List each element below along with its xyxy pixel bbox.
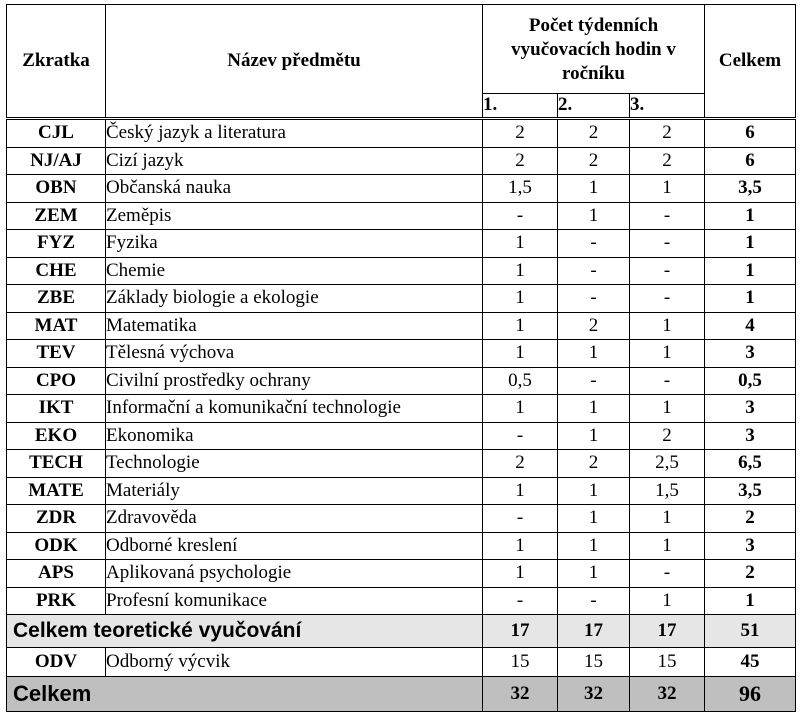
subject-year-3-hours: 1,5 — [630, 477, 705, 505]
subject-year-2-hours: 1 — [558, 202, 630, 230]
subject-abbreviation: MATE — [7, 477, 106, 505]
subject-year-2-hours: 2 — [558, 450, 630, 478]
subject-abbreviation: FYZ — [7, 230, 106, 258]
table-row — [7, 422, 796, 450]
subject-year-1-hours: 1,5 — [483, 175, 558, 203]
theory-total-year-3: 17 — [630, 615, 705, 648]
table-row — [7, 367, 796, 395]
subject-year-3-hours: - — [630, 202, 705, 230]
subject-year-2-hours: - — [558, 257, 630, 285]
subject-year-1-hours: 1 — [483, 312, 558, 340]
training-name: Odborný výcvik — [106, 648, 483, 677]
table-row — [7, 340, 796, 368]
subject-year-2-hours: 1 — [558, 532, 630, 560]
subject-name: Odborné kreslení — [106, 532, 483, 560]
training-year-2: 15 — [558, 648, 630, 677]
subject-year-3-hours: - — [630, 560, 705, 588]
subject-abbreviation: EKO — [7, 422, 106, 450]
subject-year-2-hours: - — [558, 230, 630, 258]
subject-abbreviation: ZBE — [7, 285, 106, 313]
subject-year-3-hours: - — [630, 285, 705, 313]
theory-total-sum: 51 — [705, 615, 796, 648]
subject-total-hours: 1 — [705, 230, 796, 258]
header-weekly-hours: Počet týdenních vyučovacích hodin v ročníku — [483, 5, 705, 94]
subject-year-3-hours: 2 — [630, 147, 705, 175]
subject-name: Chemie — [106, 257, 483, 285]
subject-abbreviation: APS — [7, 560, 106, 588]
subject-year-2-hours: 1 — [558, 477, 630, 505]
table-row — [7, 230, 796, 258]
subject-year-1-hours: 1 — [483, 340, 558, 368]
subject-year-3-hours: 1 — [630, 532, 705, 560]
subject-abbreviation: TECH — [7, 450, 106, 478]
subject-abbreviation: TEV — [7, 340, 106, 368]
subject-year-2-hours: 1 — [558, 175, 630, 203]
subject-year-2-hours: 2 — [558, 312, 630, 340]
subject-abbreviation: OBN — [7, 175, 106, 203]
header-abbreviation: Zkratka — [7, 5, 106, 119]
table-row — [7, 532, 796, 560]
table-row — [7, 285, 796, 313]
table-row — [7, 505, 796, 533]
subject-year-2-hours: 1 — [558, 560, 630, 588]
subject-abbreviation: CHE — [7, 257, 106, 285]
subject-name: Aplikovaná psychologie — [106, 560, 483, 588]
subject-abbreviation: IKT — [7, 395, 106, 423]
subject-year-3-hours: 1 — [630, 312, 705, 340]
subject-name: Cizí jazyk — [106, 147, 483, 175]
training-abbreviation: ODV — [7, 648, 106, 677]
subject-year-2-hours: 1 — [558, 340, 630, 368]
table-row — [7, 202, 796, 230]
subject-total-hours: 3,5 — [705, 175, 796, 203]
subject-year-3-hours: 2 — [630, 119, 705, 148]
subject-year-2-hours: - — [558, 367, 630, 395]
subject-year-3-hours: 1 — [630, 505, 705, 533]
subject-total-hours: 3 — [705, 395, 796, 423]
table-row — [7, 395, 796, 423]
grand-total-year-1: 32 — [483, 677, 558, 712]
grand-total-label: Celkem — [7, 677, 483, 712]
subject-year-2-hours: - — [558, 285, 630, 313]
subject-total-hours: 1 — [705, 202, 796, 230]
subject-name: Český jazyk a literatura — [106, 119, 483, 148]
subject-year-3-hours: 1 — [630, 587, 705, 615]
subject-name: Profesní komunikace — [106, 587, 483, 615]
subject-name: Občanská nauka — [106, 175, 483, 203]
subject-abbreviation: CJL — [7, 119, 106, 148]
subject-year-3-hours: 1 — [630, 340, 705, 368]
subject-name: Zeměpis — [106, 202, 483, 230]
subject-abbreviation: PRK — [7, 587, 106, 615]
subject-year-1-hours: 2 — [483, 147, 558, 175]
subject-total-hours: 2 — [705, 505, 796, 533]
theory-total-year-1: 17 — [483, 615, 558, 648]
table-row — [7, 560, 796, 588]
grand-total-year-2: 32 — [558, 677, 630, 712]
subject-total-hours: 3 — [705, 532, 796, 560]
subject-total-hours: 1 — [705, 587, 796, 615]
subject-name: Fyzika — [106, 230, 483, 258]
subject-year-2-hours: 1 — [558, 422, 630, 450]
subject-year-2-hours: 2 — [558, 119, 630, 148]
curriculum-table — [6, 4, 796, 712]
table-row — [7, 450, 796, 478]
header-year-1: 1. — [483, 93, 558, 118]
subject-total-hours: 6 — [705, 119, 796, 148]
subject-total-hours: 3 — [705, 422, 796, 450]
training-row — [7, 648, 796, 677]
subject-year-1-hours: 1 — [483, 477, 558, 505]
subject-total-hours: 1 — [705, 285, 796, 313]
header-year-3: 3. — [630, 93, 705, 118]
subjects-body — [7, 119, 796, 712]
subject-abbreviation: ZEM — [7, 202, 106, 230]
subject-year-1-hours: 1 — [483, 285, 558, 313]
subject-name: Materiály — [106, 477, 483, 505]
subject-year-1-hours: - — [483, 587, 558, 615]
header-year-2: 2. — [558, 93, 630, 118]
subject-year-1-hours: 1 — [483, 532, 558, 560]
subject-year-1-hours: - — [483, 422, 558, 450]
curriculum-table-wrapper — [6, 4, 796, 712]
subject-year-3-hours: 2 — [630, 422, 705, 450]
table-row — [7, 587, 796, 615]
subject-name: Matematika — [106, 312, 483, 340]
table-row — [7, 477, 796, 505]
header-total: Celkem — [705, 5, 796, 119]
subject-year-2-hours: 1 — [558, 505, 630, 533]
header-subject-name: Název předmětu — [106, 5, 483, 119]
training-total: 45 — [705, 648, 796, 677]
theory-total-year-2: 17 — [558, 615, 630, 648]
subject-total-hours: 1 — [705, 257, 796, 285]
subject-year-2-hours: 2 — [558, 147, 630, 175]
subject-year-1-hours: 1 — [483, 230, 558, 258]
theory-total-label: Celkem teoretické vyučování — [7, 615, 483, 648]
header-row — [7, 5, 796, 94]
subject-abbreviation: MAT — [7, 312, 106, 340]
grand-total-row — [7, 677, 796, 712]
subject-total-hours: 6 — [705, 147, 796, 175]
table-row — [7, 147, 796, 175]
subject-name: Civilní prostředky ochrany — [106, 367, 483, 395]
subject-abbreviation: CPO — [7, 367, 106, 395]
theory-total-row — [7, 615, 796, 648]
subject-year-1-hours: 0,5 — [483, 367, 558, 395]
subject-abbreviation: ZDR — [7, 505, 106, 533]
subject-name: Základy biologie a ekologie — [106, 285, 483, 313]
table-row — [7, 257, 796, 285]
subject-year-1-hours: 1 — [483, 560, 558, 588]
subject-name: Zdravověda — [106, 505, 483, 533]
subject-year-3-hours: - — [630, 230, 705, 258]
subject-year-2-hours: - — [558, 587, 630, 615]
subject-year-3-hours: 2,5 — [630, 450, 705, 478]
training-year-1: 15 — [483, 648, 558, 677]
subject-year-1-hours: 2 — [483, 450, 558, 478]
table-row — [7, 119, 796, 148]
subject-name: Tělesná výchova — [106, 340, 483, 368]
subject-year-3-hours: - — [630, 367, 705, 395]
subject-name: Informační a komunikační technologie — [106, 395, 483, 423]
grand-total-year-3: 32 — [630, 677, 705, 712]
subject-abbreviation: ODK — [7, 532, 106, 560]
subject-year-1-hours: - — [483, 505, 558, 533]
subject-total-hours: 6,5 — [705, 450, 796, 478]
table-row — [7, 175, 796, 203]
subject-year-3-hours: 1 — [630, 395, 705, 423]
subject-total-hours: 3,5 — [705, 477, 796, 505]
subject-total-hours: 2 — [705, 560, 796, 588]
subject-year-2-hours: 1 — [558, 395, 630, 423]
training-year-3: 15 — [630, 648, 705, 677]
grand-total-sum: 96 — [705, 677, 796, 712]
subject-year-1-hours: - — [483, 202, 558, 230]
subject-total-hours: 3 — [705, 340, 796, 368]
subject-year-3-hours: - — [630, 257, 705, 285]
table-row — [7, 312, 796, 340]
subject-name: Ekonomika — [106, 422, 483, 450]
subject-total-hours: 4 — [705, 312, 796, 340]
subject-year-1-hours: 1 — [483, 395, 558, 423]
subject-total-hours: 0,5 — [705, 367, 796, 395]
subject-name: Technologie — [106, 450, 483, 478]
subject-year-1-hours: 2 — [483, 119, 558, 148]
subject-year-1-hours: 1 — [483, 257, 558, 285]
subject-year-3-hours: 1 — [630, 175, 705, 203]
subject-abbreviation: NJ/AJ — [7, 147, 106, 175]
